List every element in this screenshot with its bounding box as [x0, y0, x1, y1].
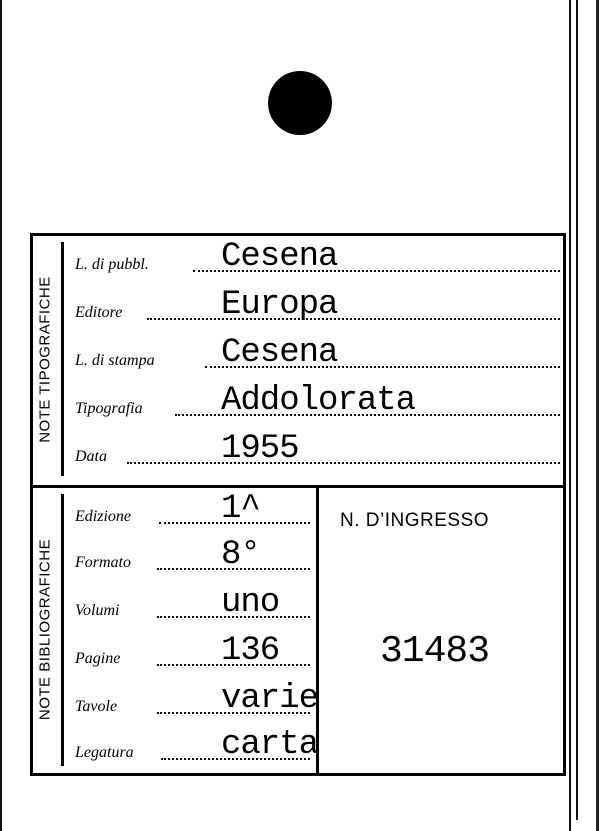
field-value: uno — [221, 584, 280, 622]
field-value: Cesena — [221, 238, 338, 276]
field-luogo-stampa — [75, 334, 560, 374]
field-tavole — [75, 680, 320, 720]
field-label: Editore — [75, 304, 123, 321]
field-label: Tipografia — [75, 400, 143, 417]
typographic-heading: NOTE TIPOGRAFICHE — [36, 276, 54, 443]
field-volumi — [75, 584, 310, 624]
field-luogo-pubblicazione — [75, 238, 560, 278]
field-edizione — [75, 490, 310, 530]
field-value: Cesena — [221, 334, 338, 372]
field-label: Pagine — [75, 650, 121, 667]
card-right-edge-inner — [576, 0, 578, 820]
bibliographic-heading: NOTE BIBLIOGRAFICHE — [36, 538, 54, 721]
bibliographic-side-rule — [61, 494, 64, 766]
field-label: Volumi — [75, 602, 120, 619]
field-value: carta — [221, 726, 319, 764]
typographic-side-rule — [61, 242, 64, 476]
section-divider — [30, 485, 566, 488]
field-tipografia — [75, 382, 560, 422]
field-value: Addolorata — [221, 382, 416, 420]
field-pagine — [75, 632, 310, 672]
field-value: varie — [221, 680, 319, 718]
field-value: 1^ — [221, 490, 260, 528]
field-value: 1955 — [221, 430, 299, 468]
field-label: Data — [75, 448, 107, 465]
field-value: 8° — [221, 536, 260, 574]
field-formato — [75, 536, 310, 576]
field-data — [75, 430, 560, 470]
field-value: 136 — [221, 632, 280, 670]
field-label: Edizione — [75, 508, 131, 525]
punch-hole — [268, 71, 332, 135]
card-right-edge — [569, 0, 571, 831]
field-label: L. di pubbl. — [75, 256, 149, 273]
accession-label: N. D’INGRESSO — [340, 510, 490, 531]
card-left-edge — [0, 0, 2, 831]
dotted-line — [127, 462, 560, 464]
field-value: Europa — [221, 286, 338, 324]
card-right-edge-outer — [596, 0, 599, 831]
field-label: Formato — [75, 554, 131, 571]
field-legatura — [75, 726, 320, 766]
field-label: L. di stampa — [75, 352, 155, 369]
field-label: Tavole — [75, 698, 118, 715]
accession-number: 31483 — [380, 630, 490, 673]
field-editore — [75, 286, 560, 326]
dotted-line — [147, 318, 560, 320]
field-label: Legatura — [75, 744, 134, 761]
